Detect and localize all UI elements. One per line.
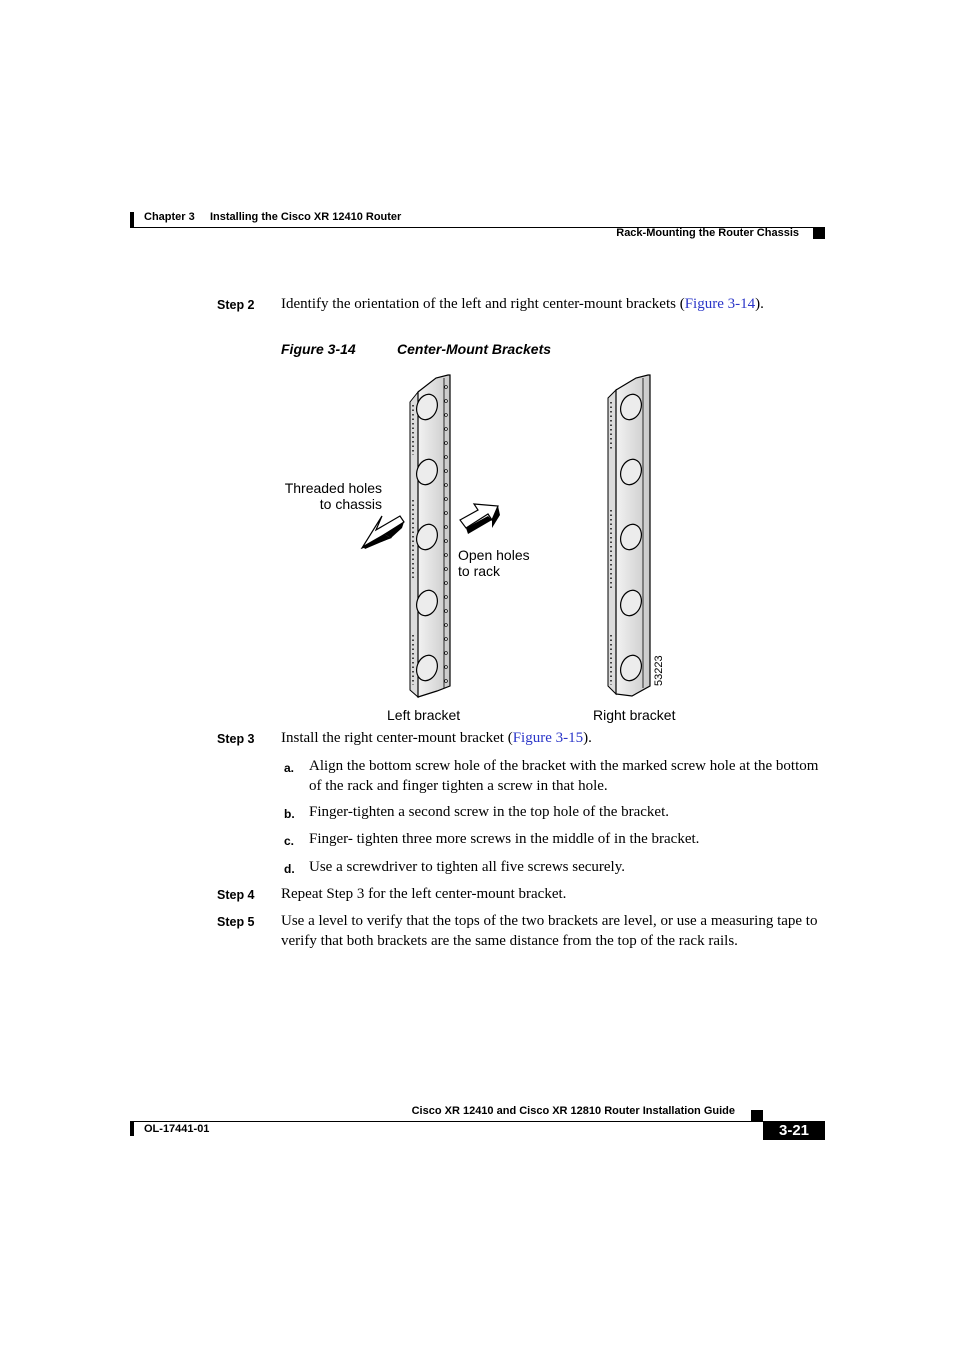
- header-section-title: Rack-Mounting the Router Chassis: [616, 227, 799, 239]
- callout-open-line2: to rack: [458, 563, 501, 579]
- footer-guide-title: Cisco XR 12410 and Cisco XR 12810 Router Installation Guide: [411, 1105, 735, 1117]
- substep-d-text: Use a screwdriver to tighten all five screws securely.: [309, 859, 625, 875]
- footer-rule: [130, 1121, 825, 1122]
- header-right-block: [813, 228, 825, 239]
- callout-threaded-holes: [250, 480, 382, 512]
- art-id-number: 53223: [653, 655, 665, 686]
- figure-number: Figure 3-14: [281, 341, 356, 357]
- substep-c-label: c.: [284, 834, 295, 848]
- substep-a-text: Align the bottom screw hole of the bracket with the marked screw hole at the bottom of the rack and finger tighten a screw in that hole.: [309, 758, 819, 794]
- substep-b-text: Finger-tighten a second screw in the top hole of the bracket.: [309, 804, 669, 820]
- step-3-text-after: ).: [583, 730, 592, 746]
- center-mount-brackets-figure: [340, 370, 680, 705]
- right-bracket-drawing: [608, 375, 650, 696]
- substep-a-label: a.: [284, 761, 295, 775]
- footer-page-number: 3-21: [778, 1122, 810, 1139]
- figure-3-15-link[interactable]: Figure 3-15: [512, 730, 584, 746]
- callout-threaded-line1: Threaded holes: [284, 480, 382, 496]
- step-2-text: [281, 295, 841, 315]
- footer-right-block: [751, 1110, 763, 1121]
- substep-b-label: b.: [284, 807, 295, 821]
- substep-c-text: Finger- tighten three more screws in the middle of in the bracket.: [309, 831, 700, 847]
- header-chapter-title: Installing the Cisco XR 12410 Router: [210, 211, 402, 223]
- step-4-text: Repeat Step 3 for the left center-mount bracket.: [281, 886, 567, 902]
- step-5-text: Use a level to verify that the tops of the two brackets are level, or use a measuring tape to verify that both brackets are the same distance from the top of the rack rails.: [281, 913, 818, 949]
- substep-d-label: d.: [284, 862, 295, 876]
- header-chapter-label: Chapter 3: [144, 211, 195, 223]
- step-5-label: Step 5: [217, 915, 255, 929]
- figure-3-14-link[interactable]: Figure 3-14: [684, 296, 756, 312]
- right-bracket-label: Right bracket: [593, 707, 676, 723]
- step-3-text: [281, 729, 592, 749]
- step-3-text-before: Install the right center-mount bracket (: [281, 730, 513, 746]
- step-4-label: Step 4: [217, 888, 255, 902]
- footer-left-bar: [130, 1122, 134, 1136]
- step-2-label: Step 2: [217, 298, 255, 312]
- callout-threaded-line2: to chassis: [319, 496, 382, 512]
- callout-open-holes: [458, 547, 530, 579]
- step-3-label: Step 3: [217, 732, 255, 746]
- left-bracket-label: Left bracket: [387, 707, 461, 723]
- left-bracket-drawing: [410, 375, 450, 697]
- footer-doc-number: OL-17441-01: [144, 1123, 210, 1135]
- step-2-text-before: Identify the orientation of the left and right center-mount brackets (: [281, 296, 685, 312]
- callout-open-line1: Open holes: [458, 547, 530, 563]
- arrow-to-chassis: [362, 516, 404, 549]
- header-left-bar: [130, 212, 134, 227]
- figure-title: Center-Mount Brackets: [397, 341, 552, 357]
- step-2-text-after: ).: [755, 296, 764, 312]
- arrow-to-rack: [460, 504, 500, 534]
